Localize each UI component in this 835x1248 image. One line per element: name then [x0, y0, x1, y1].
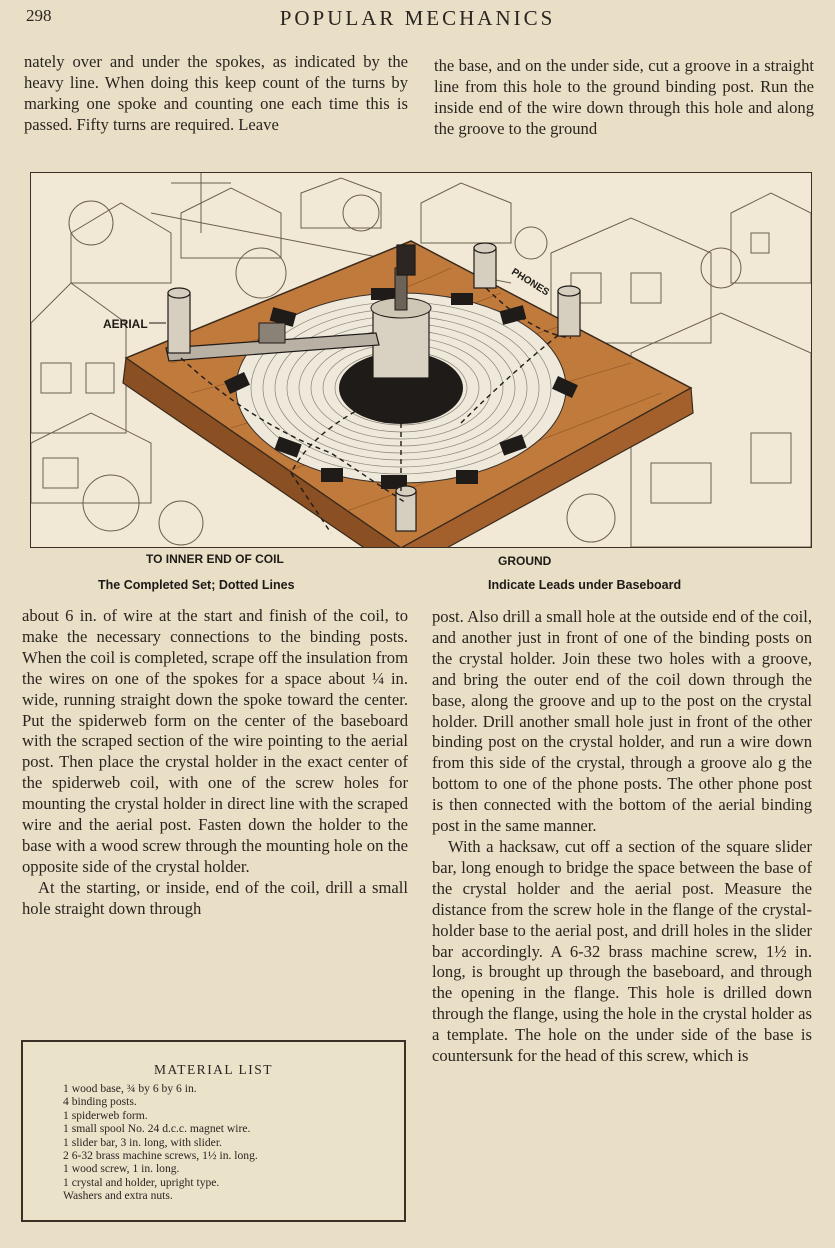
- material-item: 1 wood screw, 1 in. long.: [63, 1162, 180, 1176]
- paragraph: post. Also drill a small hole at the outside end of the coil, and another just in front of one of the binding posts on the crystal holder. Join these two holes with a groove, and bring the outer end of the coil down through the base, along the groove and up to the post on the crystal holder. Drill another small hole just in front of the other binding post on the crystal holder, and run a wire down from this side of the crystal, through a groove alo g the bottom to one of the phone posts. The other phone post is then connected with the bottom of the aerial binding post in the same manner.: [432, 607, 812, 836]
- material-item: Washers and extra nuts.: [63, 1189, 173, 1203]
- paragraph: nately over and under the spokes, as indicated by the heavy line. When doing this keep count of the turns by marking one spoke and counting one each time this is passed. Fifty turns are required. Leave: [24, 52, 408, 134]
- ground-label: GROUND: [498, 554, 552, 568]
- material-item: 2 6-32 brass machine screws, 1½ in. long.: [63, 1149, 258, 1163]
- figure-caption-right: Indicate Leads under Baseboard: [488, 578, 682, 592]
- running-header: POPULAR MECHANICS: [279, 6, 556, 30]
- material-list: [63, 1082, 393, 1203]
- column-left-top: [24, 52, 408, 136]
- material-list-box: [21, 1040, 406, 1222]
- material-item: 1 small spool No. 24 d.c.c. magnet wire.: [63, 1122, 251, 1136]
- paragraph: With a hacksaw, cut off a section of the square slider bar, long enough to bridge the space between the base of the crystal holder and the aerial post. Measure the distance from the screw hole in the flange of the crystal-holder base to the aerial post, and drill holes in the slider bar accordingly. A 6-32 brass machine screw, 1½ in. long, is brought up through the baseboard, and through the opening in the flange. This hole is drilled down through the flange, using the hole in the crystal holder as a template. The hole on the under side of the base is countersunk for the head of this screw, which is: [432, 836, 812, 1066]
- inner-end-label: TO INNER END OF COIL: [146, 552, 284, 566]
- illustration-drawing: [31, 173, 811, 547]
- phones-label: PHONES: [509, 266, 551, 299]
- material-item: 4 binding posts.: [63, 1095, 137, 1109]
- column-right-top: [434, 56, 814, 140]
- paragraph: At the starting, or inside, end of the coil, drill a small hole straight down through: [22, 877, 408, 918]
- paragraph: the base, and on the under side, cut a groove in a straight line from this hole to the ground binding post. Run the inside end of the wire down through this hole and along the groove to the ground: [434, 56, 814, 138]
- aerial-label: AERIAL: [103, 317, 148, 331]
- material-item: 1 wood base, ¾ by 6 by 6 in.: [63, 1082, 197, 1095]
- material-list-title: MATERIAL LIST: [153, 1062, 274, 1077]
- material-item: 1 spiderweb form.: [63, 1108, 148, 1122]
- crystal-set-illustration: [30, 172, 812, 548]
- column-right-bottom: [432, 607, 812, 1067]
- page-number: 298: [26, 6, 52, 25]
- material-item: 1 slider bar, 3 in. long, with slider.: [63, 1135, 222, 1149]
- column-left-bottom: [22, 606, 408, 920]
- figure-caption-left: The Completed Set; Dotted Lines: [98, 578, 295, 592]
- paragraph: about 6 in. of wire at the start and finish of the coil, to make the necessary connections to the binding posts. When the coil is completed, scrape off the insulation from the wires on one of the spokes for a space about ¼ in. wide, running straight down the spoke toward the center. Put the spiderweb form on the center of the baseboard with the scraped section of the wire pointing to the aerial post. Then place the crystal holder in the exact center of the spiderweb coil, with one of the screw holes for mounting the crystal holder in direct line with the scraped wire and the aerial post. Fasten down the holder to the base with a wood screw through the mounting hole on the opposite side of the crystal holder.: [22, 606, 408, 876]
- material-item: 1 crystal and holder, upright type.: [63, 1175, 220, 1189]
